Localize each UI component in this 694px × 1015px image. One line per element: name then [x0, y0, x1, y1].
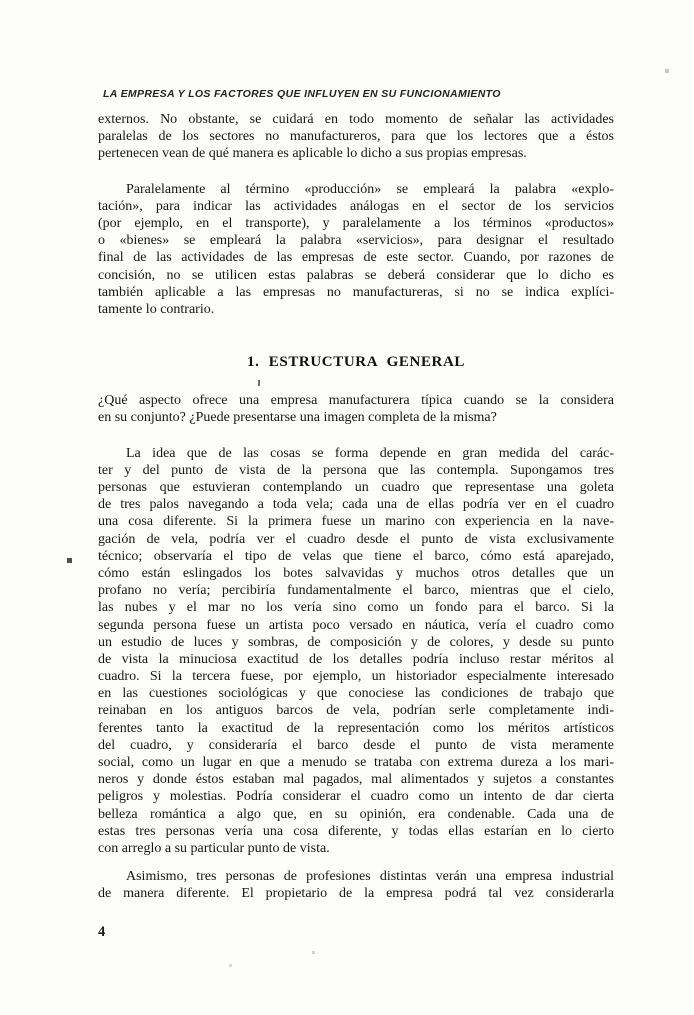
text-line: también aplicable a las empresas no manufactureras, si no se indica explíci-	[98, 284, 614, 300]
text-line: Paralelamente al término «producción» se empleará la palabra «explo-	[126, 181, 614, 197]
text-line: concisión, no se utilicen estas palabras se deberá considerar que lo dicho es	[98, 267, 614, 283]
text-line: cómo están eslingados los botes salvavidas y muchos otros detalles que un	[98, 565, 614, 581]
text-line: final de las actividades de las empresas de este sector. Cuando, por razones de	[98, 250, 614, 266]
text-line: del cuadro, y consideraría el barco desde el punto de vista meramente	[98, 737, 614, 753]
text-line: (por ejemplo, en el transporte), y paralelamente a los términos «productos»	[98, 215, 614, 231]
text-line: ferentes tanto la exactitud de la representación como los méritos artísticos	[98, 720, 614, 736]
text-line: neros y donde éstos estaban mal pagados, mal alimentados y sujetos a constantes	[98, 772, 614, 788]
scan-speck	[258, 380, 260, 386]
text-line: una cosa diferente. Si la primera fuese un marino con experiencia en la nave-	[98, 514, 614, 530]
text-line: un estudio de luces y sombras, de composición y de colores, y desde su punto	[98, 634, 614, 650]
text-line: reinaban en los antiguos barcos de vela, podrían serle completamente indi-	[98, 703, 614, 719]
paragraph	[98, 392, 614, 426]
text-line: segunda persona fuese un artista poco versado en náutica, vería el cuadro como	[98, 617, 614, 633]
page-number: 4	[98, 924, 106, 940]
scan-speck	[665, 69, 669, 73]
scan-speck	[229, 964, 232, 967]
text-line: con arreglo a su particular punto de vista.	[98, 840, 330, 856]
paragraph	[98, 111, 614, 163]
text-line: externos. No obstante, se cuidará en todo momento de señalar las actividades	[98, 112, 614, 127]
text-line: tación», para indicar las actividades análogas en el sector de los servicios	[98, 198, 614, 214]
text-line: estas tres personas vería una cosa diferente, y todas ellas estarían en lo cierto	[98, 823, 614, 839]
text-line: peligros y molestias. Podría considerar el cuadro como un intento de dar cierta	[98, 789, 614, 805]
text-line: pertenecen vean de qué manera es aplicable lo dicho a sus propias empresas.	[98, 146, 527, 162]
text-line: tamente lo contrario.	[98, 301, 215, 317]
text-block	[98, 111, 614, 921]
text-line: de vista la minuciosa exactitud de los detalles podría incluso restar méritos al	[98, 651, 614, 667]
text-line: paralelas de los sectores no manufactureros, para que los lectores que a éstos	[98, 129, 614, 145]
paragraph	[98, 445, 614, 858]
section-heading: 1. ESTRUCTURA GENERAL	[246, 354, 466, 371]
scan-speck	[312, 951, 315, 954]
text-line: personas que estuvieran contemplando un cuadro que representase una goleta	[98, 480, 614, 496]
text-line: Asimismo, tres personas de profesiones distintas verán una empresa industrial	[126, 869, 614, 885]
text-line: en las cuestiones sociológicas y que conociese las condiciones de trabajo que	[98, 686, 614, 702]
text-line: profano no vería; percibiría fundamentalmente el barco, mientras que el cielo,	[98, 583, 614, 599]
text-line: ¿Qué aspecto ofrece una empresa manufacturera típica cuando se la considera	[98, 393, 614, 409]
scan-speck	[67, 558, 72, 563]
text-line: o «bienes» se empleará la palabra «servicios», para designar el resultado	[98, 233, 614, 249]
text-line: de manera diferente. El propietario de la empresa podrá tal vez considerarla	[98, 886, 614, 902]
text-line: técnico; observaría el tipo de velas que tiene el barco, cómo está aparejado,	[98, 548, 614, 564]
text-line: social, como un lugar en que a menudo se trataba con extrema dureza a los mari-	[98, 755, 614, 771]
text-line: La idea que de las cosas se forma depende en gran medida del carác-	[126, 445, 614, 461]
running-header: LA EMPRESA Y LOS FACTORES QUE INFLUYEN EN SU FUNCIONAMIENTO	[103, 88, 501, 100]
text-line: belleza romántica a algo que, en su opinión, era condenable. Cada una de	[98, 806, 614, 822]
paragraph	[98, 868, 614, 902]
text-line: cuadro. Si la tercera fuese, por ejemplo, un historiador especialmente interesado	[98, 669, 614, 685]
text-line: las nubes y el mar no los vería sino como un fondo para el barco. Si la	[98, 600, 614, 616]
text-line: de tres palos navegando a toda vela; cada una de ellas podría ver en el cuadro	[98, 497, 614, 513]
text-line: en su conjunto? ¿Puede presentarse una imagen completa de la misma?	[98, 410, 497, 426]
text-line: gación de vela, podría ver el cuadro desde el punto de vista exclusivamente	[98, 531, 614, 547]
paragraph	[98, 181, 614, 319]
text-line: ter y del punto de vista de la persona que las contempla. Supongamos tres	[98, 462, 614, 478]
